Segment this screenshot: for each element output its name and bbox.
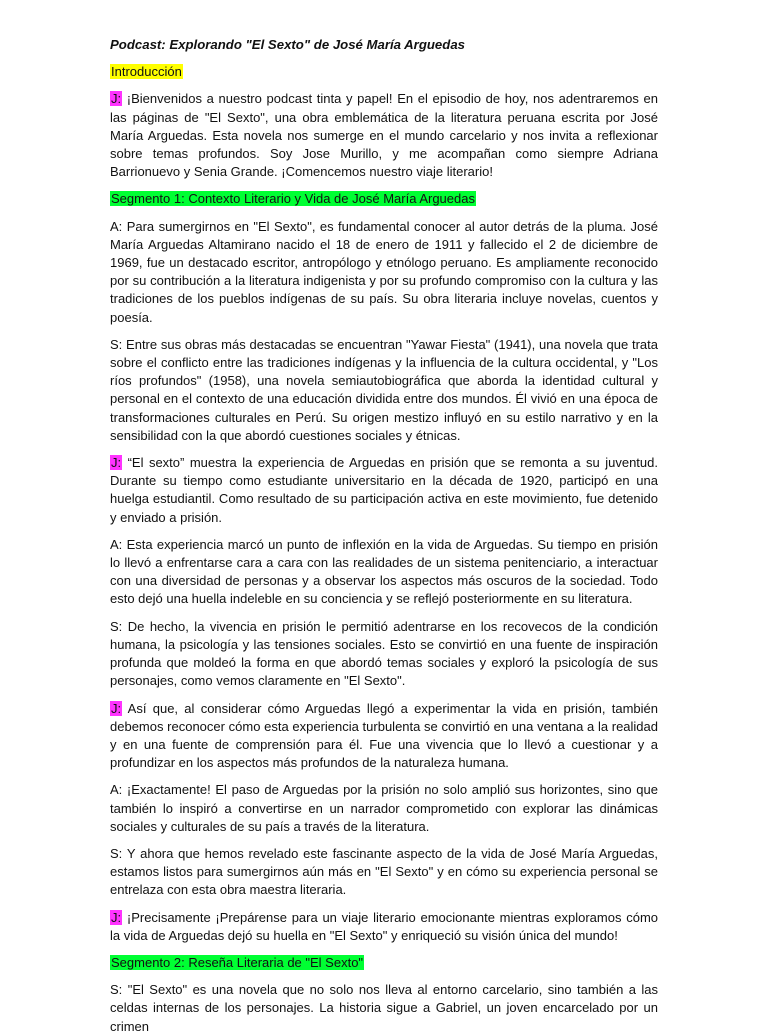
paragraph-text: “El sexto” muestra la experiencia de Arguedas en prisión que se remonta a su juventud. Durante su tiempo como estudiante universitario en la década de 1920, participó en una huelga estudiantil. Como resultado de su participación activa en este movimiento, fue detenido y enviado a prisión.: [110, 455, 658, 525]
speaker-j-marker: J:: [111, 91, 122, 107]
speaker-j-marker: J:: [111, 455, 122, 471]
paragraph-j-3: [110, 909, 658, 945]
speaker-j-marker: J:: [111, 909, 122, 925]
document-title: Podcast: Explorando "El Sexto" de José María Arguedas: [110, 37, 465, 52]
segment1-heading: [110, 190, 658, 208]
paragraph-a-1: A: Para sumergirnos en "El Sexto", es fundamental conocer al autor detrás de la pluma. José María Arguedas Altamirano nacido el 18 de enero de 1911 y fallecido el 2 de diciembre de 1969, fue un destacado escritor, antropólogo y etnólogo peruano. Es ampliamente reconocido por su contribución a la literatura indigenista y por su profundo compromiso con la cultura y las tradiciones de los pueblos indígenas de su país. Su obra literaria incluye novelas, cuentos y poesía.: [110, 218, 658, 325]
paragraph-text: Así que, al considerar cómo Arguedas llegó a experimentar la vida en prisión, también debemos reconocer cómo esta experiencia turbulenta se convirtió en una ventana a la realidad y en una fuente de comprensión para él. Fue una vivencia que lo llevó a cuestionar y a profundizar en los aspectos más profundos de la naturaleza humana.: [110, 700, 658, 771]
paragraph-text: ¡Bienvenidos a nuestro podcast tinta y papel! En el episodio de hoy, nos adentraremos en las páginas de "El Sexto", una obra emblemática de la literatura peruana escrita por José María Arguedas. Esta novela nos sumerge en el mundo carcelario y nos invita a reflexionar sobre temas profundos. Soy Jose Murillo, y me acompañan como siempre Adriana Barrionuevo y Senia Grande. ¡Comencemos nuestro viaje literario!: [110, 91, 658, 180]
segment2-heading: [110, 954, 658, 972]
paragraph-s-3: S: Y ahora que hemos revelado este fascinante aspecto de la vida de José María Arguedas, estamos listos para sumergirnos aún más en "El Sexto" y en cómo su experiencia personal se entrelaza con esta obra maestra literaria.: [110, 845, 658, 898]
paragraph-s-1: S: Entre sus obras más destacadas se encuentran "Yawar Fiesta" (1941), una novela que trata sobre el conflicto entre las tradiciones indígenas y la influencia de la cultura occidental, y "Los ríos profundos" (1958), una novela semiautobiográfica que aborda la identidad cultural y personal en el contexto de una educación dividida entre dos mundos. Él vivió en una época de transformaciones culturales en Perú. Su origen mestizo influyó en su estilo narrativo y en la sensibilidad con la que abordó cuestiones sociales y étnicas.: [110, 336, 658, 443]
segment1-heading-text: Segmento 1: Contexto Literario y Vida de José María Arguedas: [111, 191, 475, 207]
speaker-j-marker: J:: [111, 700, 122, 716]
paragraph-s-4: S: "El Sexto" es una novela que no solo nos lleva al entorno carcelario, sino también a las celdas internas de los personajes. La historia sigue a Gabriel, un joven encarcelado por un crimen: [110, 982, 658, 1034]
intro-heading: [110, 63, 658, 81]
intro-heading-text: Introducción: [111, 64, 182, 80]
paragraph-j-2: [110, 700, 658, 773]
segment2-heading-text: Segmento 2: Reseña Literaria de "El Sexto": [111, 954, 364, 970]
paragraph-s-2: S: De hecho, la vivencia en prisión le permitió adentrarse en los recovecos de la condición humana, la psicología y las tensiones sociales. Esto se convirtió en una fuente de inspiración profunda que moldeó la forma en que abordó temas sociales y exploró la psicología de sus personajes, como vemos claramente en "El Sexto".: [110, 618, 658, 689]
paragraph-j-1: [110, 454, 658, 527]
paragraph-a-2: A: Esta experiencia marcó un punto de inflexión en la vida de Arguedas. Su tiempo en prisión lo llevó a enfrentarse cara a cara con las realidades de un sistema penitenciario, a interactuar con una diversidad de personas y a observar los aspectos más oscuros de la sociedad. Todo esto dejó una huella indeleble en su conciencia y se reflejó posteriormente en su literatura.: [110, 536, 658, 607]
paragraph-intro: [110, 90, 658, 181]
paragraph-a-3: A: ¡Exactamente! El paso de Arguedas por la prisión no solo amplió sus horizontes, sino que también lo inspiró a convertirse en un narrador comprometido con explorar las dinámicas sociales y culturales de su país a través de la literatura.: [110, 782, 658, 834]
paragraph-text: ¡Precisamente ¡Prepárense para un viaje literario emocionante mientras exploramos cómo la vida de Arguedas dejó su huella en "El Sexto" y enriqueció su visión única del mundo!: [110, 909, 658, 943]
